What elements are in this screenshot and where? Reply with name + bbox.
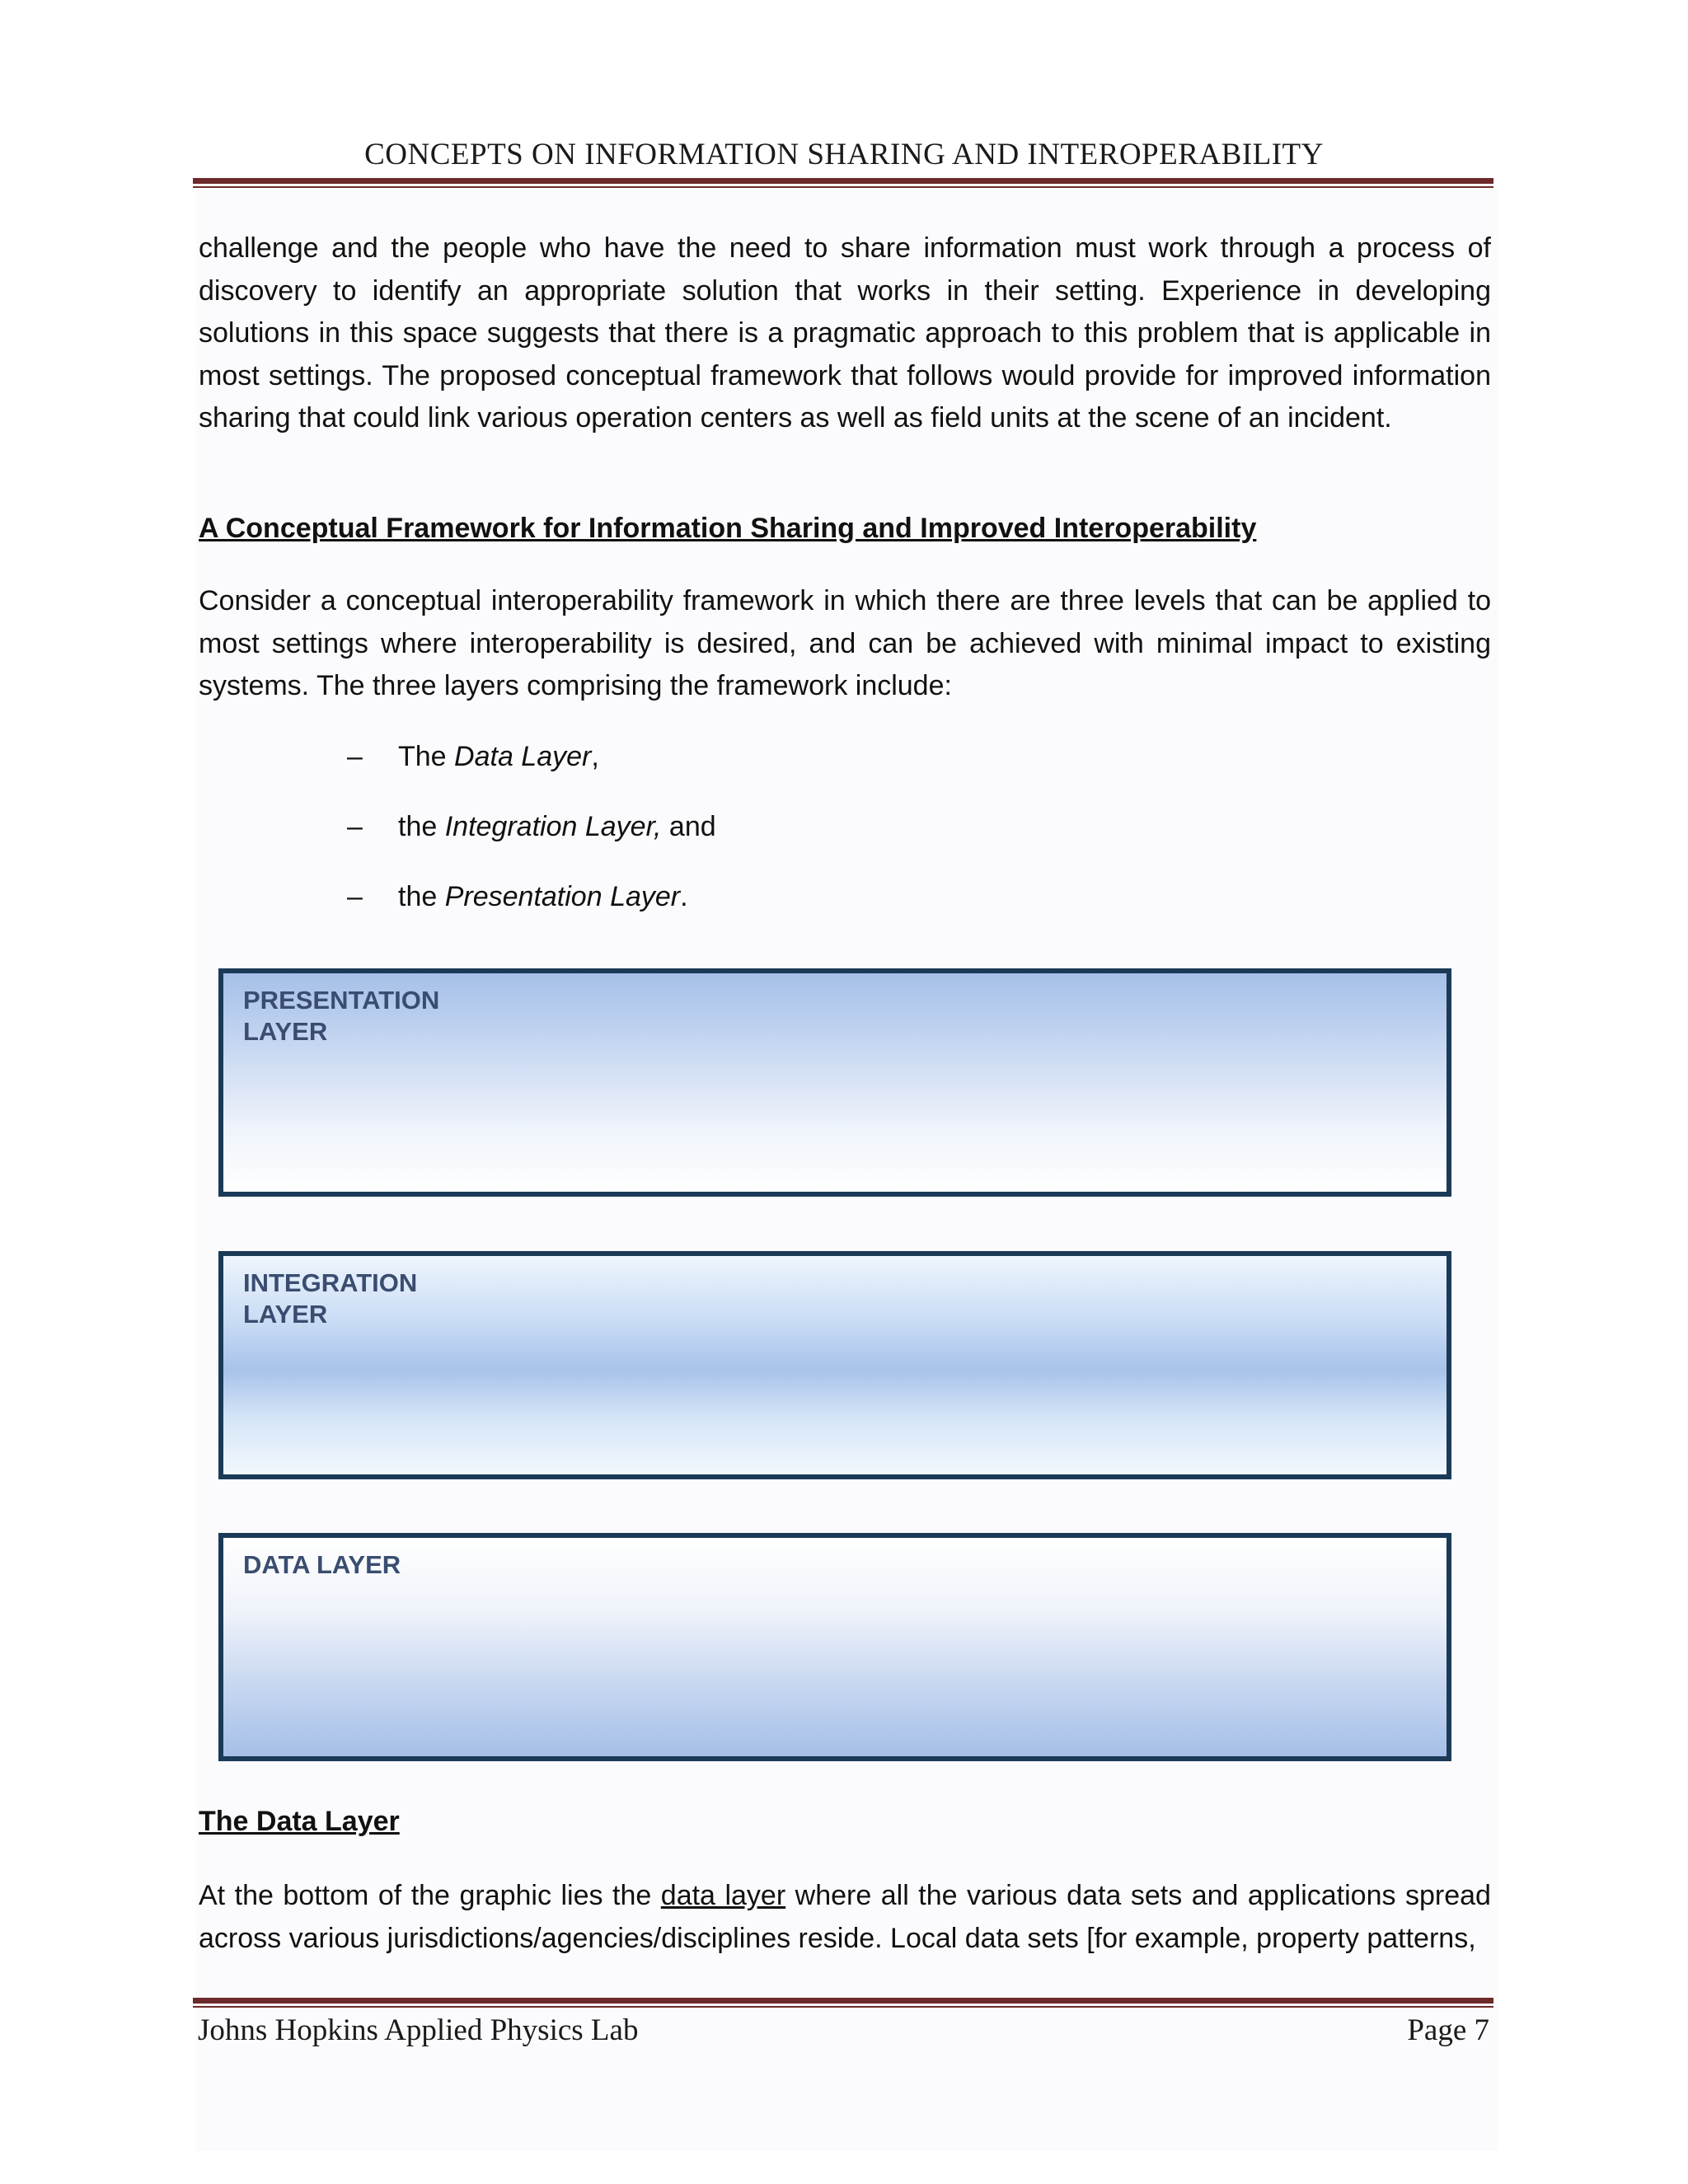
data-layer-paragraph xyxy=(199,1875,1491,1960)
header-rule xyxy=(193,178,1493,188)
bullet-dash: – xyxy=(347,741,363,772)
bullet-suffix: . xyxy=(680,881,688,912)
framework-heading: A Conceptual Framework for Information Sharing and Improved Interoperability xyxy=(199,513,1257,544)
intro-paragraph: challenge and the people who have the need to share information must work through a process of discovery to identify an appropriate solution that works in their setting. Experience in developing solutions in this space suggests that there is a pragmatic approach to this problem that is applicable in most settings. The proposed conceptual framework that follows would provide for improved information sharing that could link various operation centers as well as field units at the scene of an incident. xyxy=(199,232,1491,434)
integration-layer-box xyxy=(218,1251,1451,1479)
running-header: CONCEPTS ON INFORMATION SHARING AND INTEROPERABILITY xyxy=(364,138,1324,171)
presentation-layer-label: PRESENTATION LAYER xyxy=(243,986,440,1046)
framework-paragraph: Consider a conceptual interoperability framework in which there are three levels that can be applied to most settings where interoperability is desired, and can be achieved with minimal impact to existing systems. The three layers comprising the framework include: xyxy=(199,585,1491,701)
bullet-prefix: the xyxy=(398,881,445,912)
footer-rule xyxy=(193,1998,1493,2008)
data-layer-heading: The Data Layer xyxy=(199,1806,400,1837)
integration-layer-label: INTEGRATION LAYER xyxy=(243,1268,418,1329)
data-layer-text-before: At the bottom of the graphic lies the xyxy=(199,1880,661,1911)
bullet-layer-name: Integration Layer, xyxy=(444,811,662,842)
data-layer-label: DATA LAYER xyxy=(243,1550,401,1579)
data-layer-box xyxy=(218,1533,1451,1761)
bullet-data-layer xyxy=(347,736,599,778)
bullet-dash: – xyxy=(347,811,363,842)
page-number: Page 7 xyxy=(1407,2013,1489,2047)
bullet-suffix: , xyxy=(591,741,599,772)
bullet-layer-name: Data Layer xyxy=(454,741,592,772)
bullet-prefix: the xyxy=(398,811,445,842)
bullet-presentation-layer xyxy=(347,876,688,918)
footer-organization: Johns Hopkins Applied Physics Lab xyxy=(198,2013,639,2047)
data-layer-text-after: where all the various data sets and applications spread across various jurisdictions/agencies/disciplines reside. Local data sets [for example, property patterns, xyxy=(199,1880,1491,1954)
bullet-suffix: and xyxy=(661,811,716,842)
bullet-layer-name: Presentation Layer xyxy=(444,881,681,912)
bullet-dash: – xyxy=(347,881,363,912)
presentation-layer-box xyxy=(218,968,1451,1197)
bullet-prefix: The xyxy=(398,741,455,772)
bullet-integration-layer xyxy=(347,806,716,848)
data-layer-underlined-term: data layer xyxy=(660,1880,786,1911)
